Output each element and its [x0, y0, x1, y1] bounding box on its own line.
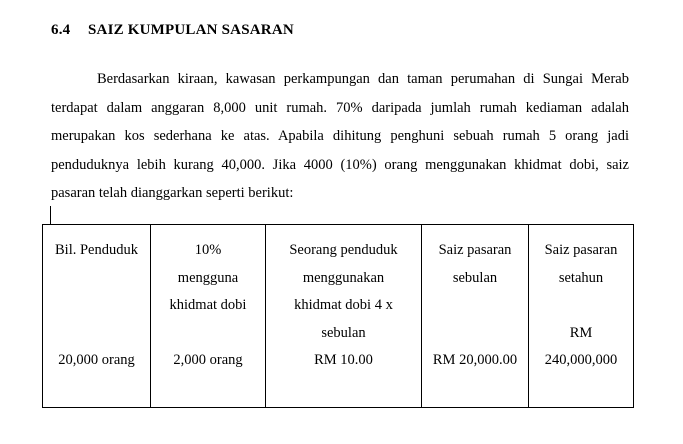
cell-value: RM 20,000.00 — [432, 352, 518, 368]
table-row — [43, 225, 634, 408]
cell-value: 20,000 orang — [58, 352, 135, 368]
section-title: SAIZ KUMPULAN SASARAN — [88, 22, 294, 38]
header-line: sebulan — [321, 324, 366, 341]
market-size-table — [42, 224, 634, 408]
header-line: khidmat dobi 4 x — [294, 297, 393, 313]
col-bil-penduduk — [43, 225, 151, 408]
header-line: sebulan — [452, 269, 498, 286]
col-pasaran-setahun — [529, 225, 634, 408]
header-line: Seorang penduduk — [289, 242, 398, 258]
section-number: 6.4 — [51, 22, 71, 38]
header-line: mengguna — [177, 269, 239, 286]
col-pasaran-sebulan — [422, 225, 529, 408]
cell-value: 240,000,000 — [544, 352, 618, 368]
header-line: Saiz pasaran — [438, 242, 512, 258]
header-line: Bil. Penduduk — [55, 242, 138, 258]
header-line: RM — [569, 324, 593, 341]
header-line: 10% — [194, 242, 222, 258]
header-line: Saiz pasaran — [544, 242, 618, 258]
header-line: khidmat dobi — [169, 297, 247, 313]
cell-value: 2,000 orang — [173, 352, 243, 368]
col-kekerapan — [266, 225, 422, 408]
cell-value: RM 10.00 — [314, 352, 373, 368]
section-heading — [51, 22, 294, 39]
col-pengguna — [151, 225, 266, 408]
header-line: menggunakan — [302, 269, 385, 286]
header-line — [531, 292, 631, 320]
body-paragraph: Berdasarkan kiraan, kawasan perkampungan dan taman perumahan di Sungai Merab terdapat dalam anggaran 8,000 unit rumah. 70% daripada jumlah rumah kediaman adalah merupakan kos sederhana ke atas. Apabila dihitung penghuni sebuah rumah 5 orang jadi penduduknya lebih kurang 40,000. Jika 4000 (10%) orang menggunakan khidmat dobi, saiz pasaran telah dianggarkan seperti berikut: — [51, 71, 629, 201]
header-line: setahun — [558, 269, 604, 286]
text-cursor — [50, 206, 51, 224]
